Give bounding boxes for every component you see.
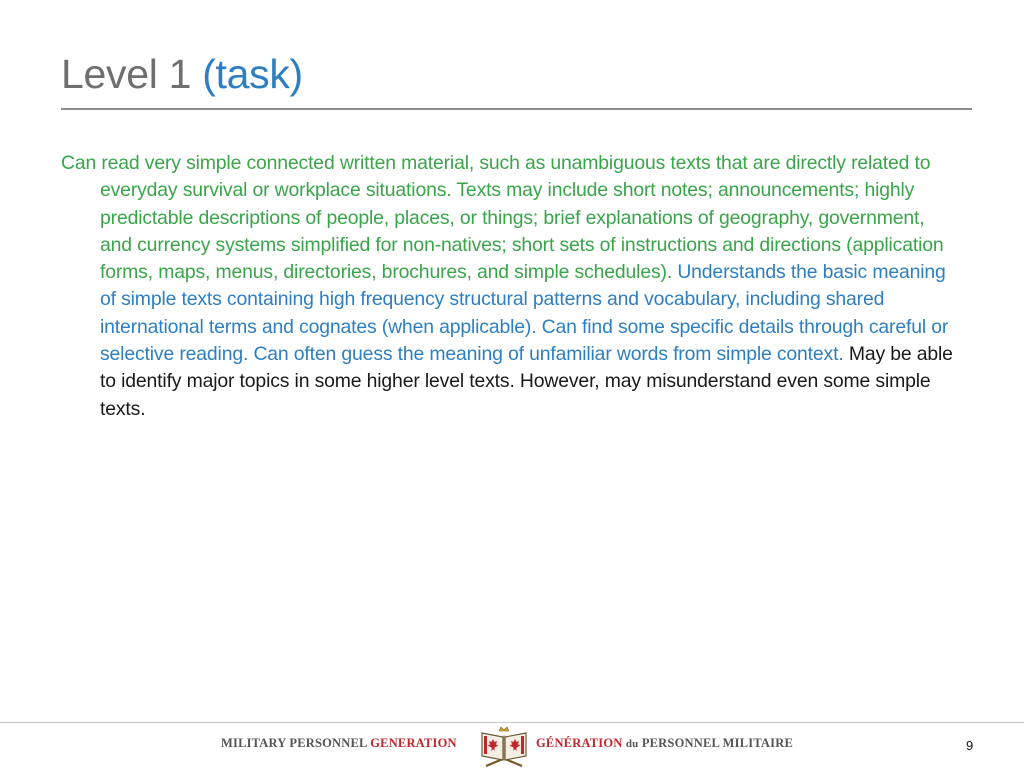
footer-banner bbox=[0, 723, 1024, 768]
title-divider bbox=[61, 108, 972, 110]
footer-fr-highlight: GÉNÉRATION bbox=[536, 736, 623, 750]
description-green-segment: Can read very simple connected written material, such as unambiguous texts that are directly related to everyday survival or workplace situations. Texts may include short notes; announcements; highly predictable descriptions of people, places, or things; brief explanations of geography, government, and currency systems simplified for non-natives; short sets of instructions and directions (application forms, maps, menus, directories, brochures, and simple schedules). bbox=[61, 152, 944, 284]
description-blue-segment: Understands the basic meaning of simple texts containing high frequency structural patterns and vocabulary, including shared international terms and cognates (when applicable). Can find some specific details through careful or selective reading. Can often guess the meaning of unfamiliar words from simple context. bbox=[100, 261, 949, 366]
footer-fr-suffix: PERSONNEL MILITAIRE bbox=[641, 736, 793, 750]
maple-leaf-book-icon bbox=[478, 725, 530, 768]
footer-en-highlight: GENERATION bbox=[370, 736, 457, 750]
footer-en-prefix: MILITARY PERSONNEL bbox=[221, 736, 367, 750]
slide-title bbox=[61, 48, 303, 100]
footer-fr-connector: du bbox=[625, 738, 639, 750]
description-black-segment: May be able to identify major topics in some higher level texts. However, may misunderstand even some simple texts. bbox=[100, 343, 953, 420]
page-number: 9 bbox=[966, 738, 974, 753]
title-main: Level 1 bbox=[61, 51, 192, 97]
level-description bbox=[61, 150, 960, 423]
footer-french-title bbox=[536, 736, 793, 751]
title-accent: (task) bbox=[202, 51, 303, 97]
footer-english-title bbox=[221, 736, 457, 751]
